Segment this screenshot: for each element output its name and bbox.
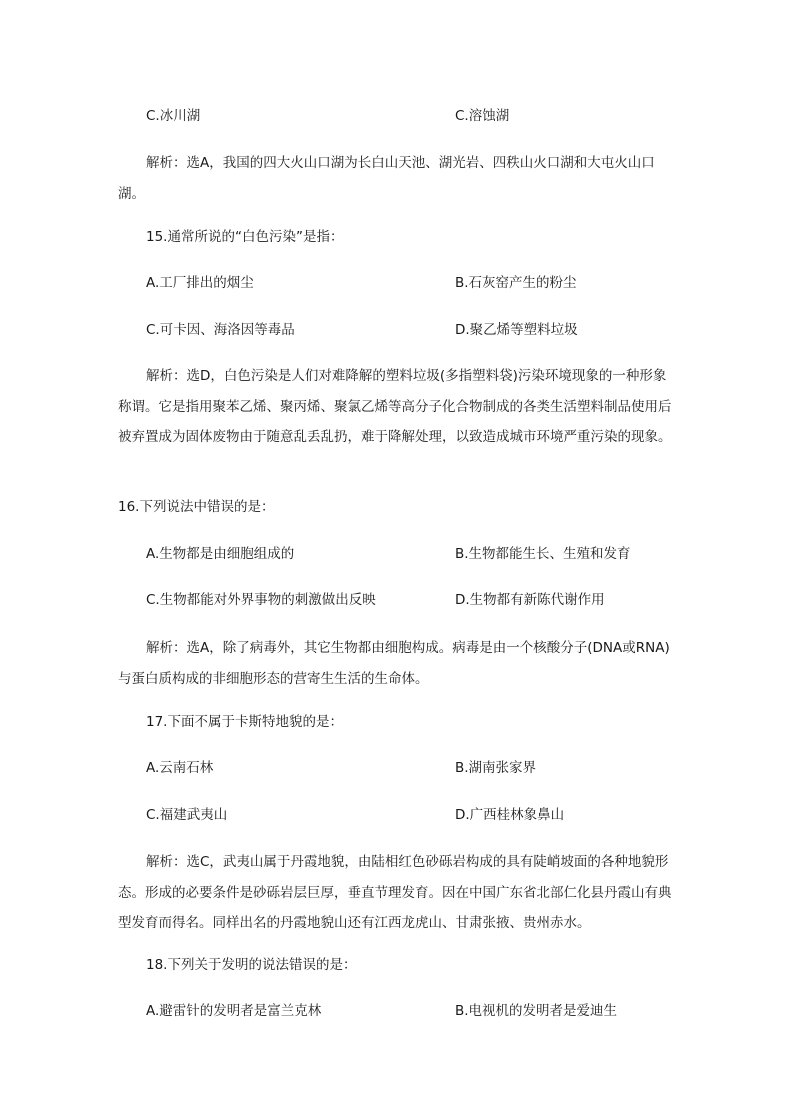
q18-option-a: A.避雷针的发明者是富兰克林	[146, 1003, 322, 1019]
q14-explanation: 解析：选A，我国的四大火山口湖为长白山天池、湖光岩、四秩山火口湖和大屯火山口湖。	[118, 155, 655, 202]
q16-option-c: C.生物都能对外界事物的刺激做出反映	[146, 592, 376, 608]
q15-option-a: A.工厂排出的烟尘	[146, 275, 254, 291]
q17-question: 17.下面不属于卡斯特地貌的是：	[146, 714, 343, 730]
q17-option-a: A.云南石林	[146, 760, 214, 776]
q14-option-c2: C.溶蚀湖	[455, 108, 510, 124]
q16-option-b: B.生物都能生长、生殖和发育	[455, 546, 631, 562]
q16-option-a: A.生物都是由细胞组成的	[146, 546, 295, 562]
q15-question: 15.通常所说的“白色污染”是指：	[146, 229, 344, 245]
q17-option-d: D.广西桂林象鼻山	[455, 807, 565, 823]
q15-option-c: C.可卡因、海洛因等毒品	[146, 322, 295, 338]
q17-explanation: 解析：选C，武夷山属于丹霞地貌，由陆相红色砂砾岩构成的具有陡峭坡面的各种地貌形态。形成的必要条件是砂砾岩层巨厚，垂直节理发育。因在中国广东省北部仁化县丹霞山有典型发育而得名。同样出名的丹霞地貌山还有江西龙虎山、甘肃张掖、贵州赤水。	[118, 854, 672, 931]
q18-option-b: B.电视机的发明者是爱迪生	[455, 1003, 618, 1019]
q15-explanation: 解析：选D，白色污染是人们对难降解的塑料垃圾(多指塑料袋)污染环境现象的一种形象称谓。它是指用聚苯乙烯、聚丙烯、聚氯乙烯等高分子化合物制成的各类生活塑料制品使用后被弃置成为固体废物由于随意乱丢乱扔，难于降解处理，以致造成城市环境严重污染的现象。	[118, 368, 672, 445]
q14-option-c1: C.冰川湖	[146, 108, 201, 124]
q17-option-c: C.福建武夷山	[146, 807, 228, 823]
q16-question: 16.下列说法中错误的是：	[118, 499, 275, 515]
q16-option-d: D.生物都有新陈代谢作用	[455, 592, 605, 608]
q16-explanation: 解析：选A，除了病毒外，其它生物都由细胞构成。病毒是由一个核酸分子(DNA或RNA)与蛋白质构成的非细胞形态的营寄生生活的生命体。	[118, 640, 670, 687]
q17-option-b: B.湖南张家界	[455, 760, 537, 776]
q15-option-d: D.聚乙烯等塑料垃圾	[455, 322, 578, 338]
q18-question: 18.下列关于发明的说法错误的是：	[146, 957, 357, 973]
q15-option-b: B.石灰窑产生的粉尘	[455, 275, 577, 291]
